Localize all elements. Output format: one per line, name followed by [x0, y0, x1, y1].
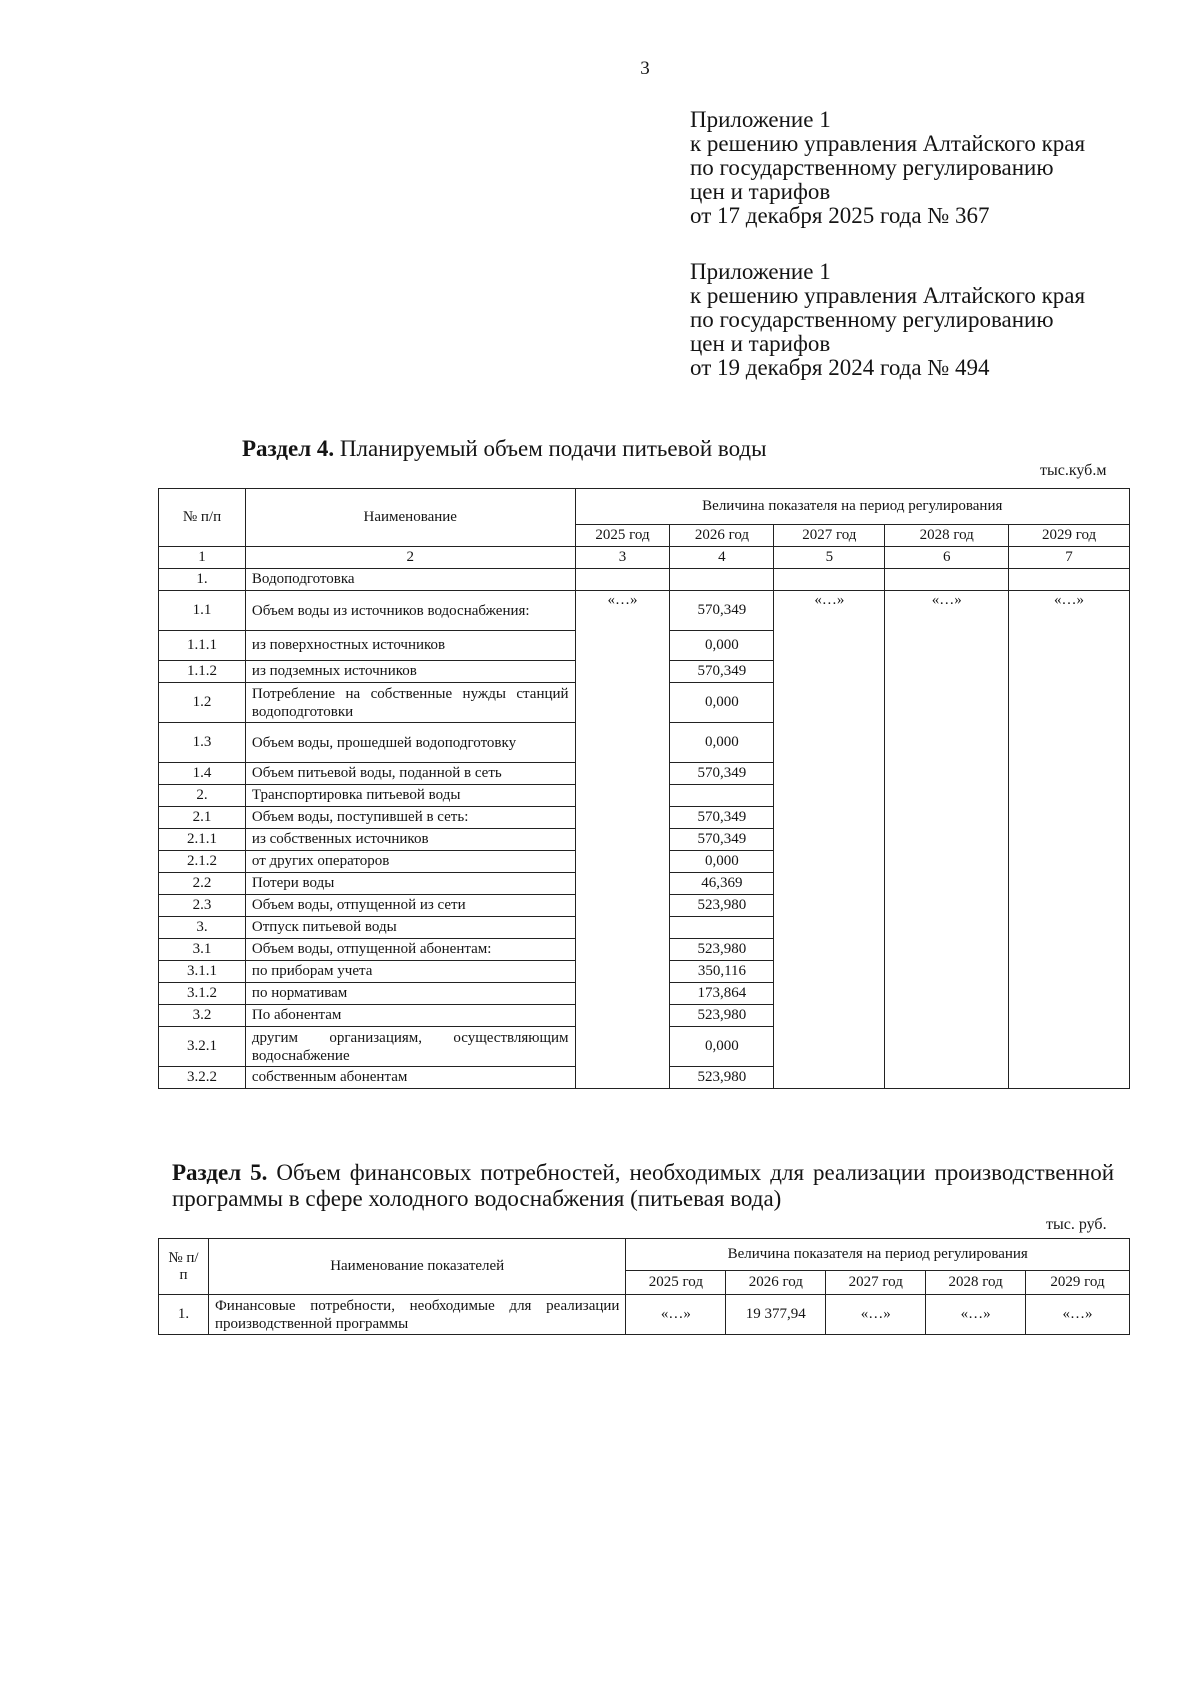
- empty-cell: [774, 939, 885, 961]
- header-name: Наименование: [245, 489, 575, 547]
- header-year: 2025 год: [626, 1271, 726, 1295]
- empty-cell: [774, 683, 885, 723]
- value-2028: «…»: [926, 1295, 1026, 1335]
- value-2026: 0,000: [670, 631, 774, 661]
- empty-cell: [575, 917, 670, 939]
- empty-cell: [1009, 983, 1130, 1005]
- header-year: 2025 год: [575, 525, 670, 547]
- header-num: № п/п: [159, 1239, 209, 1295]
- empty-cell: [1009, 683, 1130, 723]
- row-name: Объем воды из источников водоснабжения:: [245, 591, 575, 631]
- row-num: 2.1.1: [159, 829, 246, 851]
- empty-cell: [774, 785, 885, 807]
- water-volume-table: [158, 488, 1130, 1089]
- value-2026: 0,000: [670, 683, 774, 723]
- value-2026: 0,000: [670, 723, 774, 763]
- empty-cell: [774, 631, 885, 661]
- section4-heading: [242, 436, 767, 462]
- empty-cell: [575, 723, 670, 763]
- row-name: собственным абонентам: [245, 1067, 575, 1089]
- value-2025: «…»: [626, 1295, 726, 1335]
- row-name: из собственных источников: [245, 829, 575, 851]
- value-2026: 570,349: [670, 591, 774, 631]
- row-num: 1.: [159, 1295, 209, 1335]
- row-name: из поверхностных источников: [245, 631, 575, 661]
- empty-cell: [885, 1027, 1009, 1067]
- empty-cell: [885, 723, 1009, 763]
- header-year: 2029 год: [1009, 525, 1130, 547]
- empty-cell: [774, 961, 885, 983]
- row-name: Потребление на собственные нужды станций водоподготовки: [245, 683, 575, 723]
- empty-cell: [1009, 1005, 1130, 1027]
- appendix-line: к решению управления Алтайского края: [690, 131, 1086, 156]
- row-num: 3.1: [159, 939, 246, 961]
- column-number: 1: [159, 547, 246, 569]
- value-2026: 523,980: [670, 895, 774, 917]
- appendix-line: к решению управления Алтайского края: [690, 283, 1086, 308]
- header-name: Наименование показателей: [208, 1239, 626, 1295]
- empty-cell: [774, 851, 885, 873]
- empty-cell: [575, 873, 670, 895]
- appendix-line: по государственному регулированию: [690, 307, 1054, 332]
- empty-cell: [774, 569, 885, 591]
- value-2026: [670, 569, 774, 591]
- row-num: 2.3: [159, 895, 246, 917]
- empty-cell: [1009, 917, 1130, 939]
- row-name: по приборам учета: [245, 961, 575, 983]
- empty-cell: [1009, 1027, 1130, 1067]
- empty-cell: [1009, 569, 1130, 591]
- section5-label: Раздел 5.: [172, 1160, 268, 1185]
- section4-unit: тыс.куб.м: [1040, 462, 1107, 479]
- empty-cell: [1009, 723, 1130, 763]
- value-2026: 570,349: [670, 829, 774, 851]
- value-2027: «…»: [826, 1295, 926, 1335]
- empty-cell: [575, 785, 670, 807]
- row-num: 2.1.2: [159, 851, 246, 873]
- row-name: Объем воды, отпущенной абонентам:: [245, 939, 575, 961]
- value-2025-placeholder: «…»: [575, 591, 670, 631]
- row-num: 1.1.1: [159, 631, 246, 661]
- empty-cell: [1009, 961, 1130, 983]
- empty-cell: [575, 631, 670, 661]
- value-2026: [670, 917, 774, 939]
- empty-cell: [1009, 631, 1130, 661]
- row-num: 1.4: [159, 763, 246, 785]
- empty-cell: [885, 829, 1009, 851]
- empty-cell: [1009, 807, 1130, 829]
- appendix-current: [690, 108, 1085, 228]
- row-num: 1.1.2: [159, 661, 246, 683]
- value-2026: 570,349: [670, 807, 774, 829]
- empty-cell: [1009, 661, 1130, 683]
- row-name: по нормативам: [245, 983, 575, 1005]
- empty-cell: [885, 1005, 1009, 1027]
- column-number: 3: [575, 547, 670, 569]
- section5-title: Объем финансовых потребностей, необходимых для реализации производственной программы в сфере холодного водоснабжения (питьевая вода): [172, 1160, 1115, 1211]
- row-num: 2.2: [159, 873, 246, 895]
- row-num: 1.1: [159, 591, 246, 631]
- row-name: По абонентам: [245, 1005, 575, 1027]
- appendix-date: от 19 декабря 2024 года № 494: [690, 355, 990, 380]
- empty-cell: [885, 939, 1009, 961]
- value-2026: 19 377,94: [726, 1295, 826, 1335]
- empty-cell: [885, 873, 1009, 895]
- row-name: Водоподготовка: [245, 569, 575, 591]
- empty-cell: [774, 661, 885, 683]
- header-year: 2027 год: [826, 1271, 926, 1295]
- value-2026: 523,980: [670, 939, 774, 961]
- row-num: 2.1: [159, 807, 246, 829]
- empty-cell: [774, 1027, 885, 1067]
- appendix-date: от 17 декабря 2025 года № 367: [690, 203, 990, 228]
- header-year: 2029 год: [1026, 1271, 1130, 1295]
- row-name: Транспортировка питьевой воды: [245, 785, 575, 807]
- row-num: 3.1.2: [159, 983, 246, 1005]
- empty-cell: [1009, 851, 1130, 873]
- empty-cell: [885, 1067, 1009, 1089]
- empty-cell: [885, 569, 1009, 591]
- empty-cell: [885, 917, 1009, 939]
- row-name: из подземных источников: [245, 661, 575, 683]
- value-2026: 46,369: [670, 873, 774, 895]
- row-name: Объем питьевой воды, поданной в сеть: [245, 763, 575, 785]
- financial-needs-table: [158, 1238, 1130, 1335]
- empty-cell: [1009, 895, 1130, 917]
- empty-cell: [774, 807, 885, 829]
- empty-cell: [885, 807, 1009, 829]
- empty-cell: [1009, 873, 1130, 895]
- row-name: другим организациям, осуществляющим водоснабжение: [245, 1027, 575, 1067]
- header-year: 2028 год: [885, 525, 1009, 547]
- row-num: 3.: [159, 917, 246, 939]
- column-number: 5: [774, 547, 885, 569]
- row-name: Потери воды: [245, 873, 575, 895]
- appendix-title: Приложение 1: [690, 107, 831, 132]
- row-num: 1.: [159, 569, 246, 591]
- empty-cell: [885, 895, 1009, 917]
- appendix-title: Приложение 1: [690, 259, 831, 284]
- empty-cell: [774, 917, 885, 939]
- row-name: Объем воды, прошедшей водоподготовку: [245, 723, 575, 763]
- empty-cell: [575, 569, 670, 591]
- empty-cell: [575, 961, 670, 983]
- header-year: 2027 год: [774, 525, 885, 547]
- header-year: 2026 год: [726, 1271, 826, 1295]
- empty-cell: [575, 1067, 670, 1089]
- empty-cell: [575, 1027, 670, 1067]
- empty-cell: [575, 829, 670, 851]
- empty-cell: [885, 851, 1009, 873]
- empty-cell: [774, 723, 885, 763]
- empty-cell: [1009, 763, 1130, 785]
- empty-cell: [575, 983, 670, 1005]
- empty-cell: [774, 763, 885, 785]
- value-2028-placeholder: «…»: [885, 591, 1009, 631]
- column-number: 2: [245, 547, 575, 569]
- page-number: 3: [640, 58, 650, 79]
- empty-cell: [885, 631, 1009, 661]
- value-2026: [670, 785, 774, 807]
- empty-cell: [885, 983, 1009, 1005]
- empty-cell: [1009, 829, 1130, 851]
- value-2029: «…»: [1026, 1295, 1130, 1335]
- value-2026: 0,000: [670, 851, 774, 873]
- value-2029-placeholder: «…»: [1009, 591, 1130, 631]
- empty-cell: [575, 763, 670, 785]
- value-2026: 523,980: [670, 1067, 774, 1089]
- empty-cell: [885, 961, 1009, 983]
- row-name: Финансовые потребности, необходимые для реализации производственной программы: [208, 1295, 626, 1335]
- empty-cell: [575, 895, 670, 917]
- empty-cell: [575, 661, 670, 683]
- header-num: № п/п: [159, 489, 246, 547]
- row-num: 1.2: [159, 683, 246, 723]
- value-2026: 570,349: [670, 661, 774, 683]
- appendix-line: цен и тарифов: [690, 179, 831, 204]
- row-num: 1.3: [159, 723, 246, 763]
- empty-cell: [885, 763, 1009, 785]
- value-2026: 570,349: [670, 763, 774, 785]
- empty-cell: [1009, 785, 1130, 807]
- empty-cell: [575, 1005, 670, 1027]
- empty-cell: [774, 873, 885, 895]
- section4-title: Планируемый объем подачи питьевой воды: [339, 436, 767, 461]
- row-num: 2.: [159, 785, 246, 807]
- column-number: 6: [885, 547, 1009, 569]
- row-num: 3.2: [159, 1005, 246, 1027]
- value-2027-placeholder: «…»: [774, 591, 885, 631]
- appendix-previous: [690, 260, 1085, 380]
- empty-cell: [1009, 1067, 1130, 1089]
- appendix-line: цен и тарифов: [690, 331, 831, 356]
- row-name: Отпуск питьевой воды: [245, 917, 575, 939]
- row-name: Объем воды, поступившей в сеть:: [245, 807, 575, 829]
- empty-cell: [774, 895, 885, 917]
- empty-cell: [774, 829, 885, 851]
- section4-label: Раздел 4.: [242, 436, 335, 461]
- row-num: 3.1.1: [159, 961, 246, 983]
- column-number: 4: [670, 547, 774, 569]
- value-2026: 0,000: [670, 1027, 774, 1067]
- column-number: 7: [1009, 547, 1130, 569]
- value-2026: 523,980: [670, 1005, 774, 1027]
- value-2026: 350,116: [670, 961, 774, 983]
- empty-cell: [575, 807, 670, 829]
- section5-unit: тыс. руб.: [1046, 1216, 1107, 1233]
- empty-cell: [575, 851, 670, 873]
- row-name: Объем воды, отпущенной из сети: [245, 895, 575, 917]
- value-2026: 173,864: [670, 983, 774, 1005]
- header-value-group: Величина показателя на период регулирования: [626, 1239, 1130, 1271]
- empty-cell: [575, 683, 670, 723]
- empty-cell: [885, 683, 1009, 723]
- empty-cell: [774, 983, 885, 1005]
- empty-cell: [575, 939, 670, 961]
- empty-cell: [774, 1067, 885, 1089]
- empty-cell: [885, 785, 1009, 807]
- row-num: 3.2.1: [159, 1027, 246, 1067]
- header-year: 2026 год: [670, 525, 774, 547]
- empty-cell: [1009, 939, 1130, 961]
- appendix-line: по государственному регулированию: [690, 155, 1054, 180]
- header-value-group: Величина показателя на период регулирования: [575, 489, 1129, 525]
- header-year: 2028 год: [926, 1271, 1026, 1295]
- empty-cell: [774, 1005, 885, 1027]
- row-name: от других операторов: [245, 851, 575, 873]
- row-num: 3.2.2: [159, 1067, 246, 1089]
- section5-heading: [172, 1160, 1114, 1212]
- empty-cell: [885, 661, 1009, 683]
